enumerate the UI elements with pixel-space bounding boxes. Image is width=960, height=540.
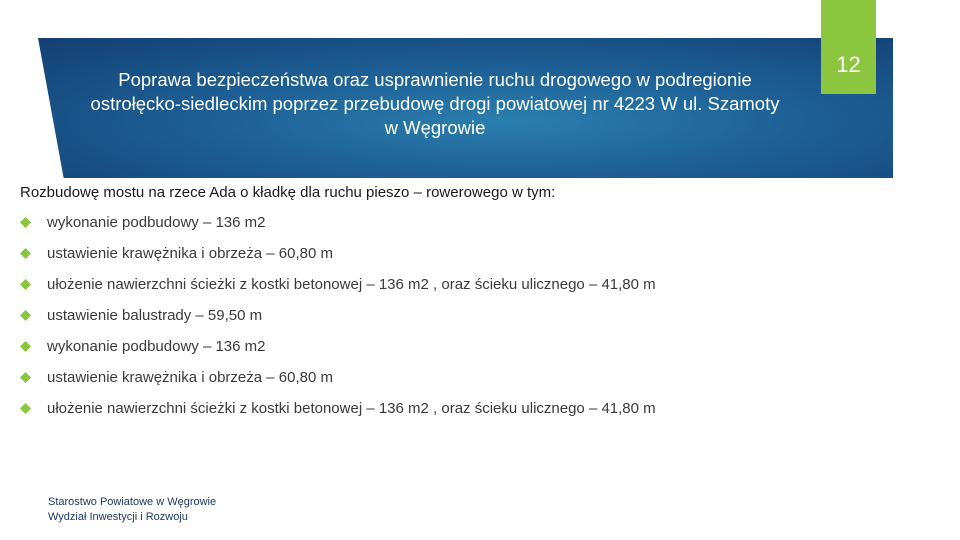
slide-title: Poprawa bezpieczeństwa oraz usprawnienie ruchu drogowego w podregionie ostrołęcko-siedleckim poprzez przebudowę drogi powiatowej nr 4223 W ul. Szamoty w Węgrowie <box>90 69 780 138</box>
diamond-icon <box>20 279 31 290</box>
list-item <box>20 337 700 368</box>
diamond-icon <box>20 217 31 228</box>
list-item <box>20 275 700 306</box>
list-item <box>20 368 700 399</box>
list-item-text: ustawienie krawężnika i obrzeża – 60,80 m <box>47 245 333 262</box>
diamond-icon <box>20 310 31 321</box>
list-item <box>20 213 700 244</box>
page-number: 12 <box>836 52 861 77</box>
diamond-icon <box>20 341 31 352</box>
footer-department: Wydział Inwestycji i Rozwoju <box>48 511 188 523</box>
footer-institution: Starostwo Powiatowe w Węgrowie <box>48 496 217 508</box>
diamond-icon <box>20 403 31 414</box>
list-item <box>20 399 700 419</box>
list-item-text: ułożenie nawierzchni ścieżki z kostki betonowej – 136 m2 , oraz ścieku ulicznego – 41,80 m <box>47 400 656 417</box>
list-item-text: ustawienie krawężnika i obrzeża – 60,80 m <box>47 369 333 386</box>
footer <box>48 495 216 525</box>
diamond-icon <box>20 372 31 383</box>
list-item-text: ułożenie nawierzchni ścieżki z kostki betonowej – 136 m2 , oraz ścieku ulicznego – 41,80 m <box>47 276 656 293</box>
list-item-text: ustawienie balustrady – 59,50 m <box>47 307 263 324</box>
list-item-text: wykonanie podbudowy – 136 m2 <box>47 214 266 231</box>
list-item-text: wykonanie podbudowy – 136 m2 <box>47 338 266 355</box>
page-number-tab <box>821 0 876 94</box>
list-item <box>20 306 700 337</box>
list-item <box>20 244 700 275</box>
intro-text: Rozbudowę mostu na rzece Ada o kładkę dla ruchu pieszo – rowerowego w tym: <box>20 184 556 201</box>
bullet-list <box>20 213 700 419</box>
diamond-icon <box>20 248 31 259</box>
